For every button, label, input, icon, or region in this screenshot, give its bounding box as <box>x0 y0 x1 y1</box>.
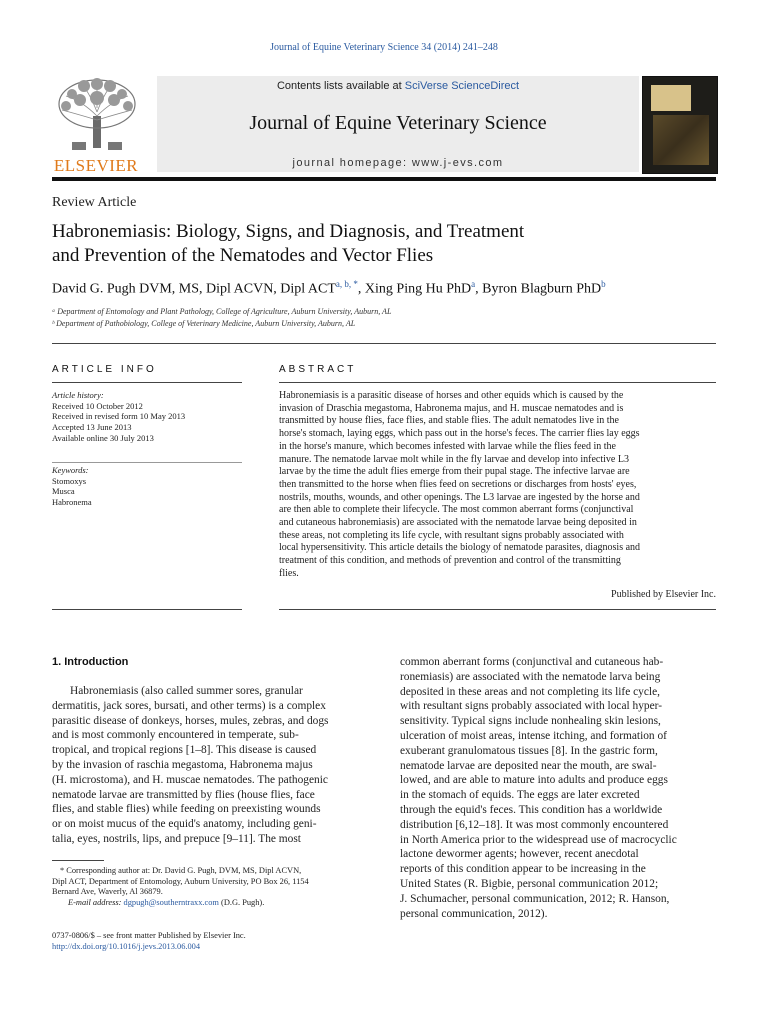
affiliation-divider <box>52 343 716 344</box>
history-item: Available online 30 July 2013 <box>52 432 154 443</box>
published-by: Published by Elsevier Inc. <box>611 589 716 600</box>
affiliation-b: ᵇ Department of Pathobiology, College of Veterinary Medicine, Auburn University, Auburn, AL <box>52 319 356 328</box>
author-name: David G. Pugh DVM, MS, Dipl ACVN, Dipl ACT <box>52 281 336 297</box>
keywords-rule <box>52 462 242 463</box>
abstract-line: flies. <box>279 567 299 579</box>
intro-line: and is most commonly encountered in temperate, sub- <box>52 729 299 742</box>
keyword: Musca <box>52 486 75 497</box>
abstract-line: and cutaneous habronemiasis) are associated with the nematode larvae being deposited in <box>279 517 637 529</box>
article-title-line-1: Habronemiasis: Biology, Signs, and Diagnosis, and Treatment <box>52 221 525 242</box>
author-list <box>52 279 732 298</box>
intro-line: in North America prior to the widespread use of macrocyclic <box>400 833 677 846</box>
abstract-line: these areas, not completing its life cycle, with resultant signs probably associated with <box>279 529 624 541</box>
intro-line: dermatitis, jack sores, bursati, and other terms) is a complex <box>52 699 326 712</box>
issn-block <box>52 930 246 952</box>
abstract-line: are then able to complete their lifecycle. The most common aberrant forms (conjunctival <box>279 504 634 516</box>
intro-right-column <box>400 655 716 921</box>
intro-line: deposited in these areas and not completing its life cycle, <box>400 685 661 698</box>
elsevier-wordmark: ELSEVIER <box>53 156 139 175</box>
intro-line: lactone dewormer agents; however, recent anecdotal <box>400 848 639 861</box>
intro-line: in the stomach of equids. The eggs are later excreted <box>400 789 640 802</box>
keyword: Habronema <box>52 497 92 508</box>
article-info-rule <box>52 382 242 383</box>
doi-link[interactable]: http://dx.doi.org/10.1016/j.jevs.2013.06.004 <box>52 942 201 951</box>
author-affiliation-marks[interactable]: a <box>471 279 476 289</box>
author-name: , Xing Ping Hu PhD <box>357 281 472 297</box>
intro-line: by the invasion of raschia megastoma, Habronema majus <box>52 758 313 771</box>
article-info-bottom-rule <box>52 609 242 610</box>
author-affiliation-marks[interactable]: b <box>601 279 606 289</box>
intro-line: or on moist mucus of the equid's anatomy, including geni- <box>52 818 317 831</box>
intro-line: lowed, and are able to mature into adults and produce eggs <box>400 774 668 787</box>
journal-homepage-link[interactable]: journal homepage: www.j-evs.com <box>292 157 504 169</box>
intro-line: United States (R. Bigbie, personal communication 2012; <box>400 877 659 890</box>
article-info-heading: ARTICLE INFO <box>52 364 157 375</box>
keywords-block <box>52 465 242 508</box>
journal-cover-icon <box>642 76 718 174</box>
header-rule <box>52 177 716 181</box>
history-item: Received 10 October 2012 <box>52 400 143 411</box>
intro-line: common aberrant forms (conjunctival and cutaneous hab- <box>400 656 664 668</box>
intro-line: tropical, and tropical regions [1–8]. This disease is caused <box>52 744 317 757</box>
intro-line: ronemiasis) are associated with the nematode larva being <box>400 670 661 683</box>
abstract-bottom-rule <box>279 609 716 610</box>
contents-availability <box>157 80 639 92</box>
abstract-text <box>279 390 716 581</box>
intro-line: Habronemiasis (also called summer sores, granular <box>70 685 303 697</box>
footnote-rule <box>52 860 104 861</box>
article-history <box>52 390 242 444</box>
intro-line: nematode larvae are transmitted by flies (house flies, face <box>52 788 315 801</box>
abstract-rule <box>279 382 716 383</box>
article-type: Review Article <box>52 195 137 210</box>
intro-line: (H. microstoma), and H. muscae nematodes. The pathogenic <box>52 773 328 786</box>
intro-line: sensitivity. Typical signs include nonhealing skin lesions, <box>400 715 661 728</box>
abstract-heading: ABSTRACT <box>279 364 357 375</box>
contents-prefix: Contents lists available at <box>276 80 405 92</box>
abstract-line: in the horse's manure, which becomes infested with larvae while the flies feed in the <box>279 440 616 452</box>
intro-line: parasitic disease of donkeys, horses, mules, zebras, and dogs <box>52 714 329 727</box>
author-name: , Byron Blagburn PhD <box>475 281 602 297</box>
abstract-line: manure. The nematode larvae molt while in the fly larvae and develop into infective L3 <box>279 453 629 465</box>
intro-line: exuberant granulomatous tissues [8]. In the gastric form, <box>400 744 658 757</box>
abstract-line: larvae by the time the adult flies emerge from their pupal stage. The infective larvae are <box>279 466 630 478</box>
intro-left-column <box>52 684 368 847</box>
abstract-line: treatment of this condition, and methods of prevention and control of the transmitting <box>279 555 621 567</box>
abstract-line: transmitted by house flies, face flies, and stable flies. The adult nematodes live in the <box>279 415 619 427</box>
intro-line: J. Schumacher, personal communication, 2012; R. Hanson, <box>400 892 670 905</box>
author-email-link[interactable]: dgpugh@southerntraxx.com <box>123 897 219 907</box>
article-title-line-2: and Prevention of the Nematodes and Vector Flies <box>52 245 434 266</box>
issn-line: 0737-0806/$ – see front matter Published by Elsevier Inc. <box>52 931 246 940</box>
intro-line: with resultant signs probably associated with local hyper- <box>400 700 663 713</box>
intro-line: distribution [6,12–18]. It was most commonly encountered <box>400 818 669 831</box>
intro-line: personal communication, 2012). <box>400 907 548 920</box>
keyword: Stomoxys <box>52 475 87 486</box>
intro-line: talia, eyes, nostrils, lips, and prepuce [9–11]. The most <box>52 832 301 845</box>
footnote-line: * Corresponding author at: Dr. David G. Pugh, DVM, MS, Dipl ACVN, <box>60 866 302 875</box>
journal-citation[interactable]: Journal of Equine Veterinary Science 34 (2014) 241–248 <box>270 42 498 53</box>
abstract-line: then transmitted to the horse when flies feed on secretions or discharges from hosts' eyes, <box>279 478 637 490</box>
abstract-line: nostrils, mouths, wounds, and other openings. The L3 larvae are ingested by the horse and <box>279 491 640 503</box>
email-suffix: (D.G. Pugh). <box>218 897 265 907</box>
keywords-label: Keywords: <box>52 465 89 475</box>
intro-line: nematode larvae are deposited near the mouth, are swal- <box>400 759 657 772</box>
intro-line: ulceration of moist areas, intense itching, and formation of <box>400 729 667 742</box>
article-history-label: Article history: <box>52 390 104 400</box>
affiliation-a: ᵃ Department of Entomology and Plant Pathology, College of Agriculture, Auburn University, Auburn, AL <box>52 307 392 316</box>
footnote-line: Bernard Ave, Waverly, Al 36879. <box>52 887 163 897</box>
introduction-heading: 1. Introduction <box>52 656 129 668</box>
article-title <box>52 220 672 268</box>
abstract-line: Habronemiasis is a parasitic disease of horses and other equids which is caused by the <box>279 390 624 401</box>
abstract-line: local hypersensitivity. This article details the biology of nematode parasites, diagnosis and <box>279 542 641 554</box>
corresponding-author-footnote <box>52 866 368 908</box>
history-item: Accepted 13 June 2013 <box>52 422 132 433</box>
journal-title: Journal of Equine Veterinary Science <box>249 112 547 134</box>
email-label: E-mail address: <box>68 897 124 907</box>
history-item: Received in revised form 10 May 2013 <box>52 411 186 422</box>
author-affiliation-marks[interactable]: a, b, * <box>335 279 358 289</box>
intro-line: through the equid's feces. This condition has a worldwide <box>400 803 663 816</box>
abstract-line: horse's stomach, laying eggs, which pass out in the horse's feces. The carrier flies lay eggs <box>279 428 640 440</box>
intro-line: reports of this condition appear to be increasing in the <box>400 863 646 876</box>
intro-line: flies, and stable flies) while feeding on preexisting wounds <box>52 803 321 816</box>
sciencedirect-link[interactable]: SciVerse ScienceDirect <box>404 80 520 92</box>
abstract-line: invasion of Draschia megastoma, Habronema majus, and H. muscae nematodes and is <box>279 402 624 414</box>
footnote-line: Dipl ACT, Department of Entomology, Auburn University, PO Box 26, 1154 <box>52 876 309 886</box>
